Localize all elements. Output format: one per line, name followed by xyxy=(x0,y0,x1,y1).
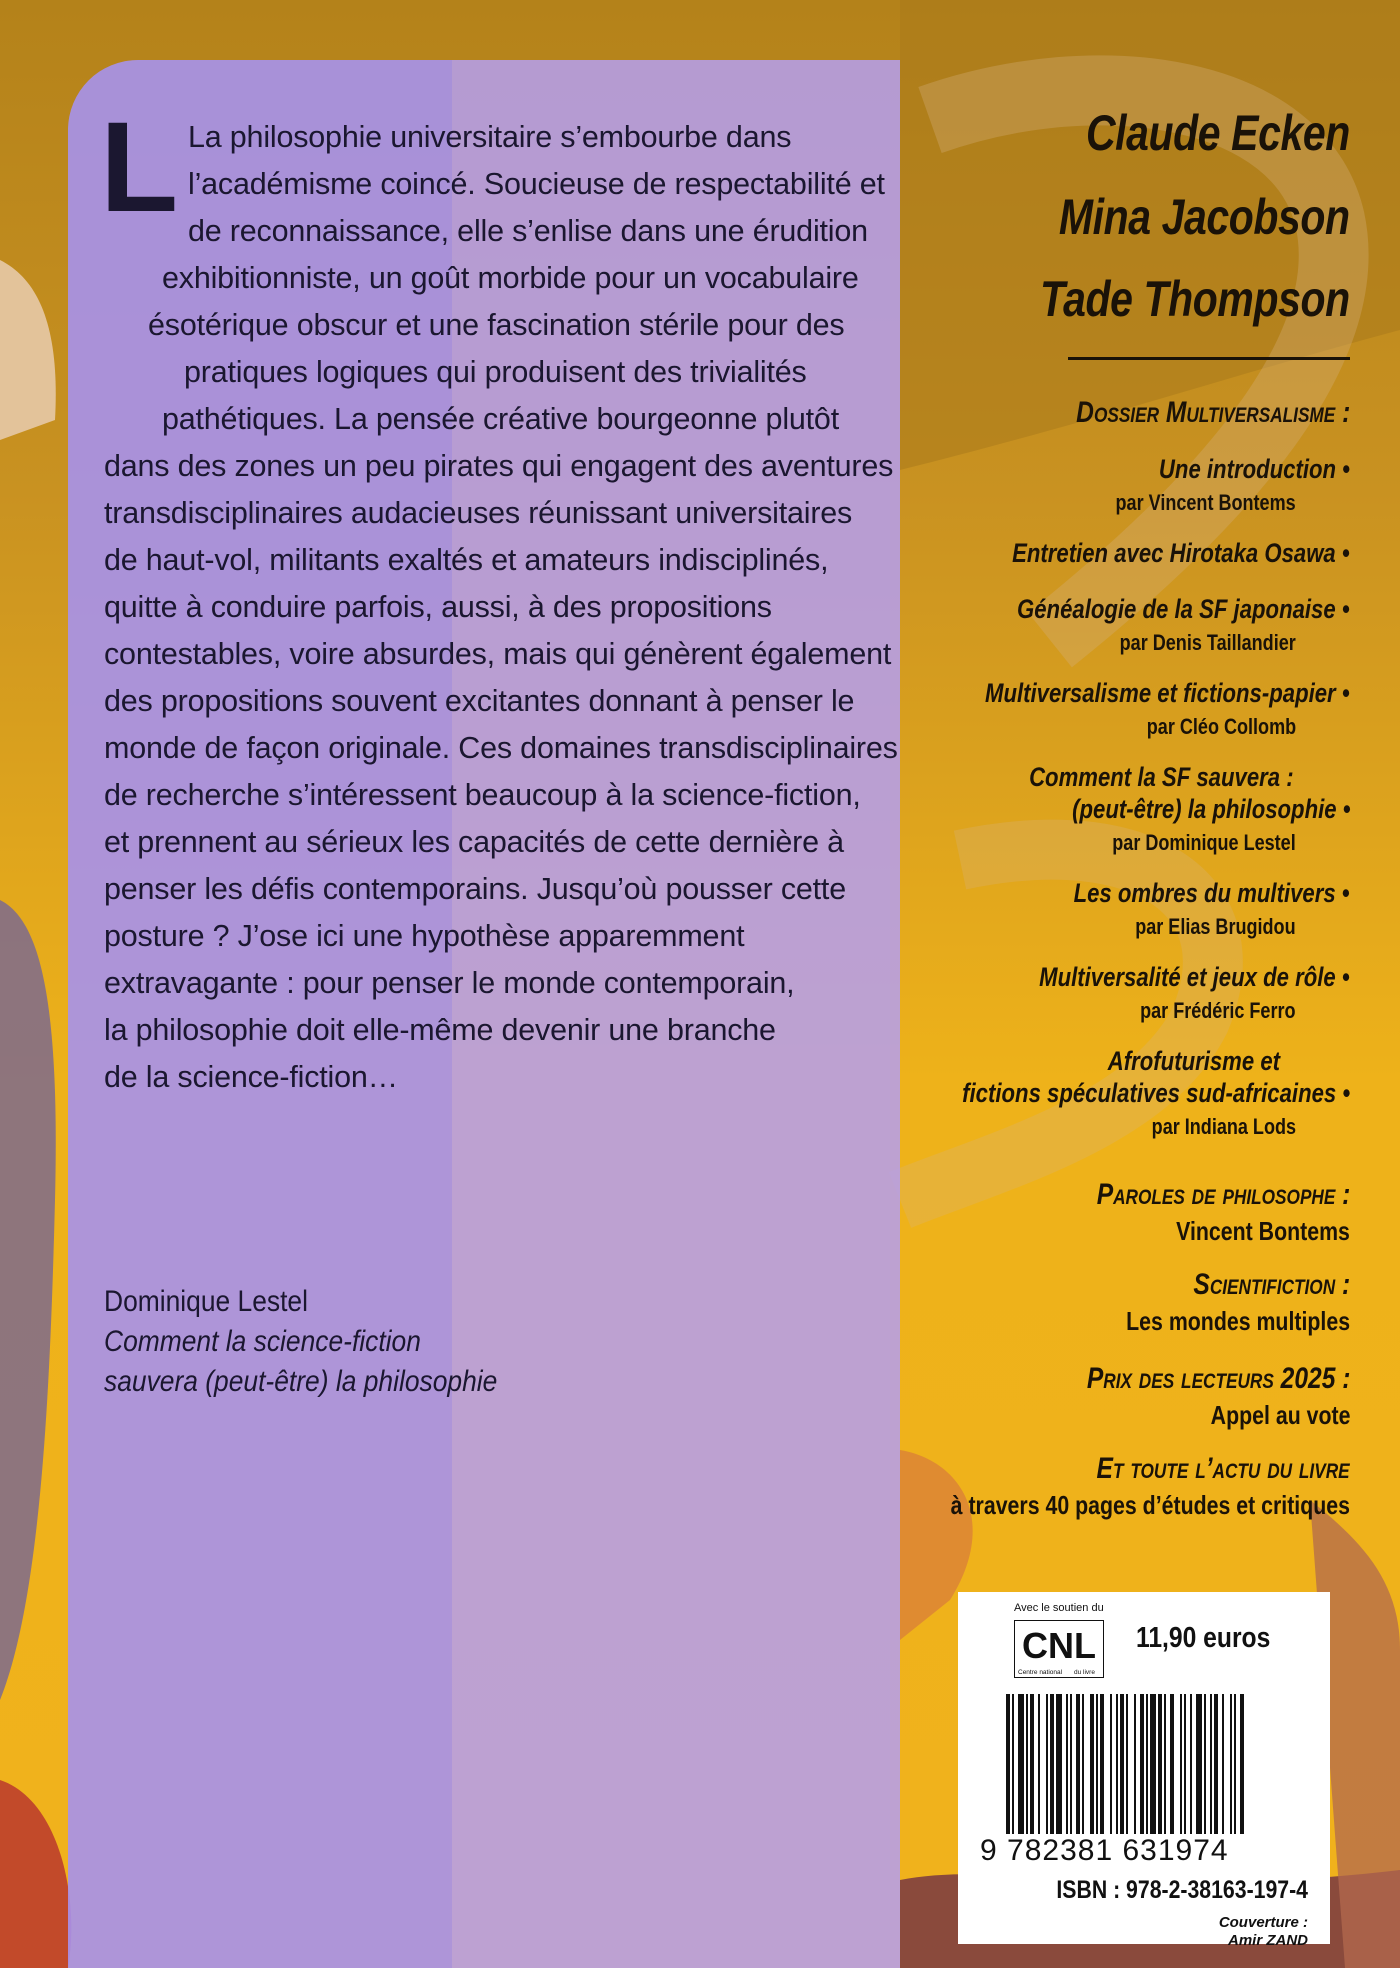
barcode-bar xyxy=(1184,1694,1186,1834)
contents-entry: Afrofuturisme et xyxy=(1107,1046,1280,1076)
section-subtitle: Vincent Bontems xyxy=(1176,1216,1350,1246)
dossier-title: Dossier Multiversalisme : xyxy=(1075,396,1350,429)
quote-line: transdisciplinaires audacieuses réunissant universitaires xyxy=(104,496,853,530)
contents-byline: par Dominique Lestel xyxy=(1112,830,1296,855)
quote-line: dans des zones un peu pirates qui engagent des aventures xyxy=(104,449,894,483)
author-name: Tade Thompson xyxy=(1040,271,1350,327)
author-name: Claude Ecken xyxy=(1086,105,1350,161)
barcode-image xyxy=(1006,1694,1310,1834)
barcode-bar xyxy=(1050,1694,1054,1834)
barcode-bar xyxy=(1006,1694,1010,1834)
quote-line: l’académisme coincé. Soucieuse de respectabilité et xyxy=(188,167,885,201)
section-title: Scientifiction : xyxy=(1193,1268,1350,1301)
quote-line: contestables, voire absurdes, mais qui génèrent également xyxy=(104,637,892,671)
quote-line: extravagante : pour penser le monde contemporain, xyxy=(104,966,795,1000)
cover-credit-name: Amir ZAND xyxy=(1227,1932,1308,1949)
quote-attribution xyxy=(104,1282,720,1402)
barcode-bar xyxy=(1170,1694,1174,1834)
contents-byline: par Vincent Bontems xyxy=(1115,490,1296,515)
support-label: Avec le soutien du xyxy=(1014,1602,1104,1614)
barcode-bar xyxy=(1240,1694,1244,1834)
barcode-bar xyxy=(1066,1694,1068,1834)
contents-byline: par Denis Taillandier xyxy=(1119,630,1296,655)
quote-line: ésotérique obscur et une fascination stérile pour des xyxy=(148,308,845,342)
quote-line: pratiques logiques qui produisent des trivialités xyxy=(184,355,807,389)
barcode-bar xyxy=(1096,1694,1098,1834)
barcode-bar xyxy=(1038,1694,1040,1834)
quote-line: penser les défis contemporains. Jusqu’où pousser cette xyxy=(104,872,846,906)
barcode-bar xyxy=(1210,1694,1212,1834)
quote-author: Dominique Lestel xyxy=(104,1285,308,1318)
back-cover-quote xyxy=(100,96,898,1101)
quote-line: pathétiques. La pensée créative bourgeonne plutôt xyxy=(162,402,839,436)
barcode-bar xyxy=(1012,1694,1014,1834)
barcode-bar xyxy=(1196,1694,1202,1834)
barcode-bar xyxy=(1026,1694,1028,1834)
cnl-logo-sub: du livre xyxy=(1074,1669,1095,1676)
barcode-bar xyxy=(1150,1694,1156,1834)
barcode-bar xyxy=(1030,1694,1034,1834)
author-name: Mina Jacobson xyxy=(1059,189,1350,245)
barcode-bar xyxy=(1180,1694,1182,1834)
barcode-bar xyxy=(1116,1694,1118,1834)
barcode-bar xyxy=(1204,1694,1206,1834)
barcode-bar xyxy=(1100,1694,1104,1834)
barcode-bar xyxy=(1082,1694,1084,1834)
barcode-bar xyxy=(1056,1694,1062,1834)
contents-byline: par Cléo Collomb xyxy=(1146,714,1296,739)
cnl-logo-text: CNL xyxy=(1022,1625,1096,1666)
contents-entry: Entretien avec Hirotaka Osawa • xyxy=(1012,538,1350,568)
barcode-bar xyxy=(1120,1694,1124,1834)
cnl-logo xyxy=(1014,1620,1104,1678)
barcode-bar xyxy=(1046,1694,1048,1834)
barcode-bar xyxy=(1164,1694,1166,1834)
quote-line: posture ? J’ose ici une hypothèse apparemment xyxy=(104,919,745,953)
quote-line: exhibitionniste, un goût morbide pour un vocabulaire xyxy=(162,261,859,295)
section-title: Paroles de philosophe : xyxy=(1096,1178,1350,1211)
barcode-bar xyxy=(1234,1694,1236,1834)
section-title: Prix des lecteurs 2025 : xyxy=(1086,1362,1350,1395)
contents-entry: (peut-être) la philosophie • xyxy=(1071,794,1350,824)
quote-panel xyxy=(68,60,900,1968)
barcode-bar xyxy=(1214,1694,1218,1834)
quote-line: de la science-fiction… xyxy=(104,1060,398,1094)
barcode-bar xyxy=(1140,1694,1144,1834)
contents-byline: par Indiana Lods xyxy=(1151,1114,1296,1139)
barcode-bar xyxy=(1070,1694,1072,1834)
quote-line: quitte à conduire parfois, aussi, à des propositions xyxy=(104,590,772,624)
barcode-bar xyxy=(1110,1694,1112,1834)
price-barcode-box xyxy=(958,1592,1330,1949)
contents-entry: Généalogie de la SF japonaise • xyxy=(1017,594,1350,624)
barcode-bar xyxy=(1090,1694,1094,1834)
isbn-label: ISBN : 978-2-38163-197-4 xyxy=(1056,1876,1308,1904)
section-subtitle: à travers 40 pages d’études et critiques xyxy=(950,1490,1350,1520)
contents-entry: Comment la SF sauvera : xyxy=(1029,762,1294,792)
contents-byline: par Frédéric Ferro xyxy=(1140,998,1296,1023)
barcode-bar xyxy=(1018,1694,1024,1834)
quote-line: La philosophie universitaire s’embourbe dans xyxy=(188,120,792,154)
barcode-bar xyxy=(1190,1694,1192,1834)
barcode-bar xyxy=(1222,1694,1224,1834)
drop-cap: L xyxy=(100,96,178,239)
section-subtitle: Appel au vote xyxy=(1210,1400,1350,1430)
cover-credit-label: Couverture : xyxy=(1218,1914,1308,1931)
quote-work-title: sauvera (peut-être) la philosophie xyxy=(104,1365,498,1398)
quote-line: de reconnaissance, elle s’enlise dans une érudition xyxy=(188,214,868,248)
section-subtitle: Les mondes multiples xyxy=(1126,1306,1350,1336)
ean-number: 9 782381 631974 xyxy=(980,1834,1229,1867)
quote-line: des propositions souvent excitantes donnant à penser le xyxy=(104,684,855,718)
barcode-bar xyxy=(1126,1694,1128,1834)
divider-rule xyxy=(1068,357,1350,360)
contents-byline: par Elias Brugidou xyxy=(1135,914,1296,939)
quote-line: de haut-vol, militants exaltés et amateurs indisciplinés, xyxy=(104,543,829,577)
barcode-bar xyxy=(1158,1694,1162,1834)
cnl-logo-sub: Centre national xyxy=(1018,1669,1063,1676)
barcode-bar xyxy=(1230,1694,1232,1834)
barcode-bar xyxy=(1146,1694,1148,1834)
quote-work-title: Comment la science-fiction xyxy=(104,1325,421,1358)
barcode-bar xyxy=(1076,1694,1080,1834)
barcode-bar xyxy=(1134,1694,1136,1834)
quote-line: la philosophie doit elle-même devenir une branche xyxy=(104,1013,776,1047)
contents-entry: Une introduction • xyxy=(1158,454,1350,484)
contents-entry: fictions spéculatives sud-africaines • xyxy=(962,1078,1350,1108)
quote-line: monde de façon originale. Ces domaines transdisciplinaires xyxy=(104,731,898,765)
contents-entry: Les ombres du multivers • xyxy=(1074,878,1350,908)
quote-line: de recherche s’intéressent beaucoup à la science-fiction, xyxy=(104,778,861,812)
contents-entry: Multiversalisme et fictions-papier • xyxy=(985,678,1350,708)
price-label: 11,90 euros xyxy=(1136,1622,1271,1654)
section-title: Et toute l’actu du livre xyxy=(1096,1452,1350,1485)
contents-entry: Multiversalité et jeux de rôle • xyxy=(1039,962,1350,992)
quote-line: et prennent au sérieux les capacités de cette dernière à xyxy=(104,825,844,859)
